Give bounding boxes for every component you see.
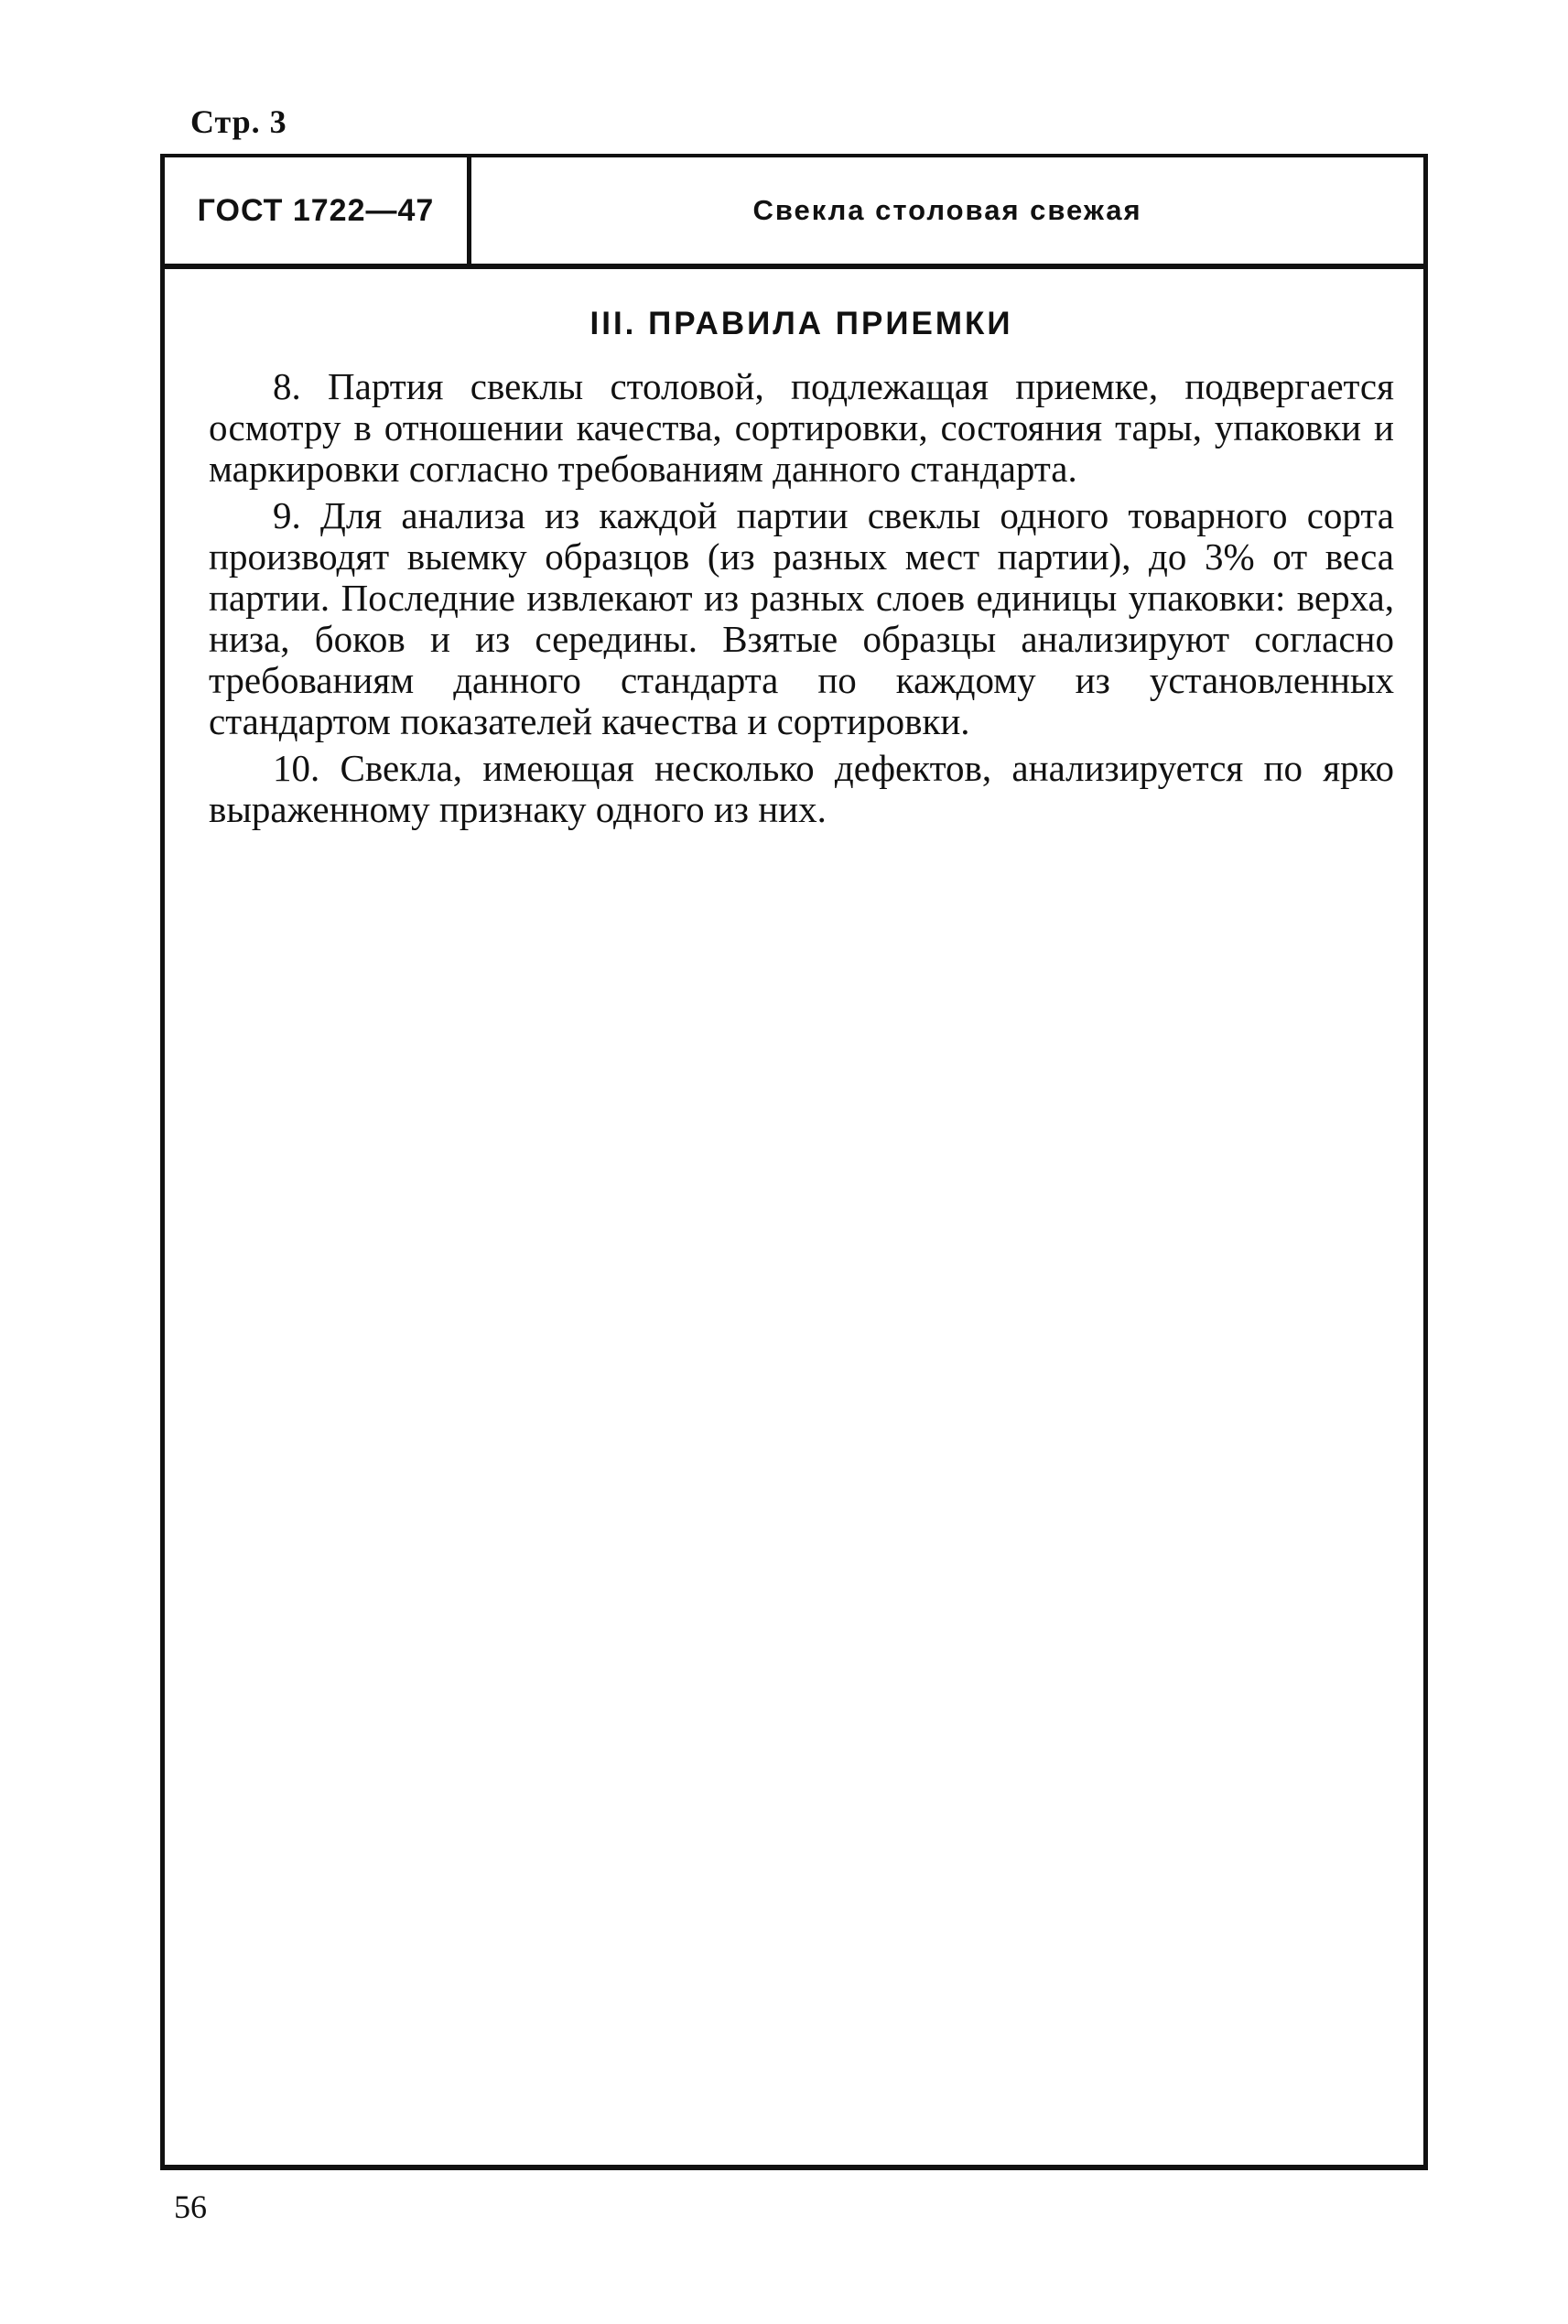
paragraph-10: 10. Свекла, имеющая несколько дефектов, анализируется по ярко выраженному признаку одного из них. [209, 747, 1394, 830]
paragraph-8: 8. Партия свеклы столовой, подлежащая приемке, подвергается осмотру в отношении качества, сортировки, состояния тары, упаковки и маркировки согласно требованиям данного стандарта. [209, 365, 1394, 490]
standard-code: ГОСТ 1722—47 [165, 157, 471, 264]
section-title: III. ПРАВИЛА ПРИЕМКИ [589, 306, 1013, 341]
page-frame [160, 154, 1428, 2170]
paragraph-9: 9. Для анализа из каждой партии свеклы одного товарного сорта производят выемку образцов (из разных мест партии), до 3% от веса партии. Последние извлекают из разных слоев единицы упаковки: верха, низа, боков и из середины. Взятые образцы анализируют согласно требованиям данного стандарта по каждому из установленных стандартом показателей качества и сортировки. [209, 494, 1394, 742]
section-content [209, 306, 1394, 836]
document-title: Свекла столовая свежая [752, 194, 1142, 226]
page-number: 56 [174, 2189, 207, 2225]
page-label: Стр. 3 [190, 103, 287, 140]
document-header [165, 157, 1423, 269]
